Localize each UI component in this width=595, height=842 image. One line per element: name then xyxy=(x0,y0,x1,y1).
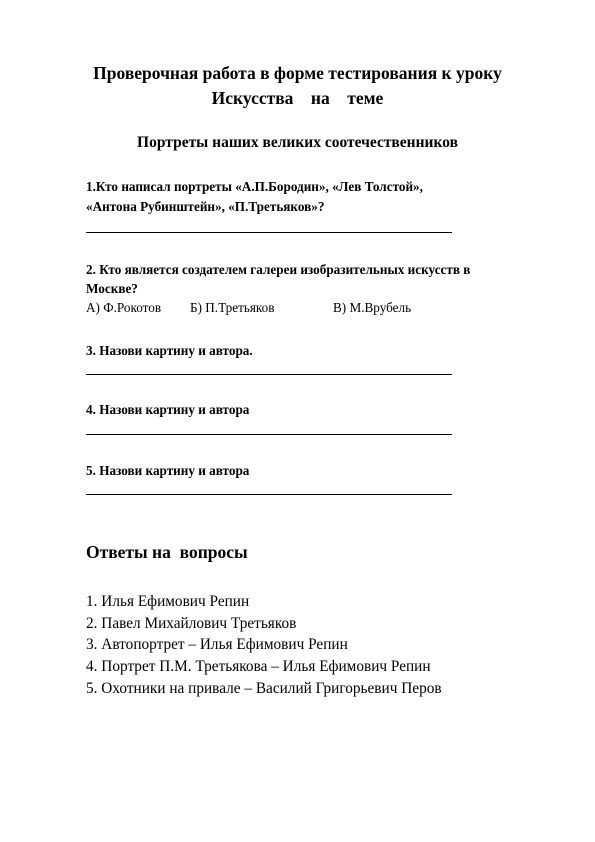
document-title-line-2: Искусства на теме xyxy=(211,88,384,108)
document-title-line-1: Проверочная работа в форме тестирования к уроку xyxy=(93,63,502,83)
document-subtitle: Портреты наших великих соотечественников xyxy=(137,134,458,151)
answer-2: 2. Павел Михайлович Третьяков xyxy=(86,615,297,632)
answer-1: 1. Илья Ефимович Репин xyxy=(86,593,250,610)
answer-line-5 xyxy=(86,494,452,495)
answer-line-1 xyxy=(86,232,452,233)
answer-3: 3. Автопортрет – Илья Ефимович Репин xyxy=(86,636,348,653)
answers-heading: Ответы на вопросы xyxy=(86,542,248,562)
question-4-text: 4. Назови картину и автора xyxy=(86,402,250,417)
question-5-text: 5. Назови картину и автора xyxy=(86,463,250,478)
question-2-text-line-1: 2. Кто является создателем галереи изобразительных искусств в xyxy=(86,262,471,277)
answer-line-3 xyxy=(86,374,452,375)
answer-line-4 xyxy=(86,434,452,435)
question-2-option-c: В) М.Врубель xyxy=(333,300,412,315)
question-1-text-line-2: «Антона Рубинштейн», «П.Третьяков»? xyxy=(86,199,325,214)
question-1-text-line-1: 1.Кто написал портреты «А.П.Бородин», «Лев Толстой», xyxy=(86,179,423,194)
question-2-option-a: А) Ф.Рокотов xyxy=(86,300,162,315)
answer-5: 5. Охотники на привале – Василий Григорьевич Перов xyxy=(86,680,442,697)
question-2-text-line-2: Москве? xyxy=(86,281,138,296)
question-3-text: 3. Назови картину и автора. xyxy=(86,343,253,358)
answer-4: 4. Портрет П.М. Третьякова – Илья Ефимович Репин xyxy=(86,658,431,675)
question-2-option-b: Б) П.Третьяков xyxy=(190,300,275,315)
